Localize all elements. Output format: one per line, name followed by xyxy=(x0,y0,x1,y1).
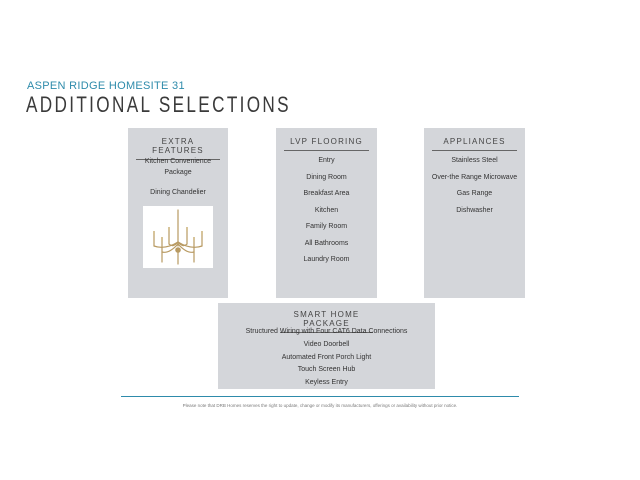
list-item: Dining Chandelier xyxy=(150,189,206,196)
chandelier-icon xyxy=(143,206,213,268)
appliances-heading: APPLIANCES xyxy=(432,137,517,151)
lvp-flooring-heading: LVP FLOORING xyxy=(284,137,369,151)
smart-home-card xyxy=(218,303,435,389)
appliances-card xyxy=(424,128,525,298)
list-item: Automated Front Porch Light xyxy=(281,353,372,361)
footer-divider xyxy=(121,396,519,397)
list-item: Structured Wiring with Four CAT6 Data Connections xyxy=(245,328,408,335)
list-item: Dishwasher xyxy=(456,206,493,214)
chandelier-image xyxy=(143,206,213,268)
list-item: Dining Room xyxy=(306,173,347,181)
page-subtitle: ASPEN RIDGE HOMESITE 31 xyxy=(27,80,185,92)
list-item: Touch Screen Hub xyxy=(297,366,356,374)
list-item: Stainless Steel xyxy=(451,157,498,164)
list-item: Over-the Range Microwave xyxy=(431,173,518,181)
footer-note: Please note that DRB Homes reserves the right to update, change or modify its manufacturers, offerings or availability without prior notice. xyxy=(182,403,458,408)
list-item: Laundry Room xyxy=(303,256,350,263)
list-item: Family Room xyxy=(305,223,348,230)
list-item: Video Doorbell xyxy=(303,340,350,348)
lvp-flooring-card xyxy=(276,128,377,298)
page-title: ADDITIONAL SELECTIONS xyxy=(26,92,291,117)
list-item: Kitchen Convenience Package xyxy=(144,158,212,176)
extra-features-card xyxy=(128,128,228,298)
smart-home-heading: SMART HOME PACKAGE xyxy=(280,310,373,333)
list-item: All Bathrooms xyxy=(304,239,349,247)
extra-features-heading: EXTRA FEATURES xyxy=(136,137,220,160)
list-item: Keyless Entry xyxy=(305,379,348,387)
list-item: Gas Range xyxy=(456,190,493,197)
list-item: Breakfast Area xyxy=(303,190,350,197)
list-item: Entry xyxy=(318,157,335,164)
list-item: Kitchen xyxy=(314,206,339,214)
